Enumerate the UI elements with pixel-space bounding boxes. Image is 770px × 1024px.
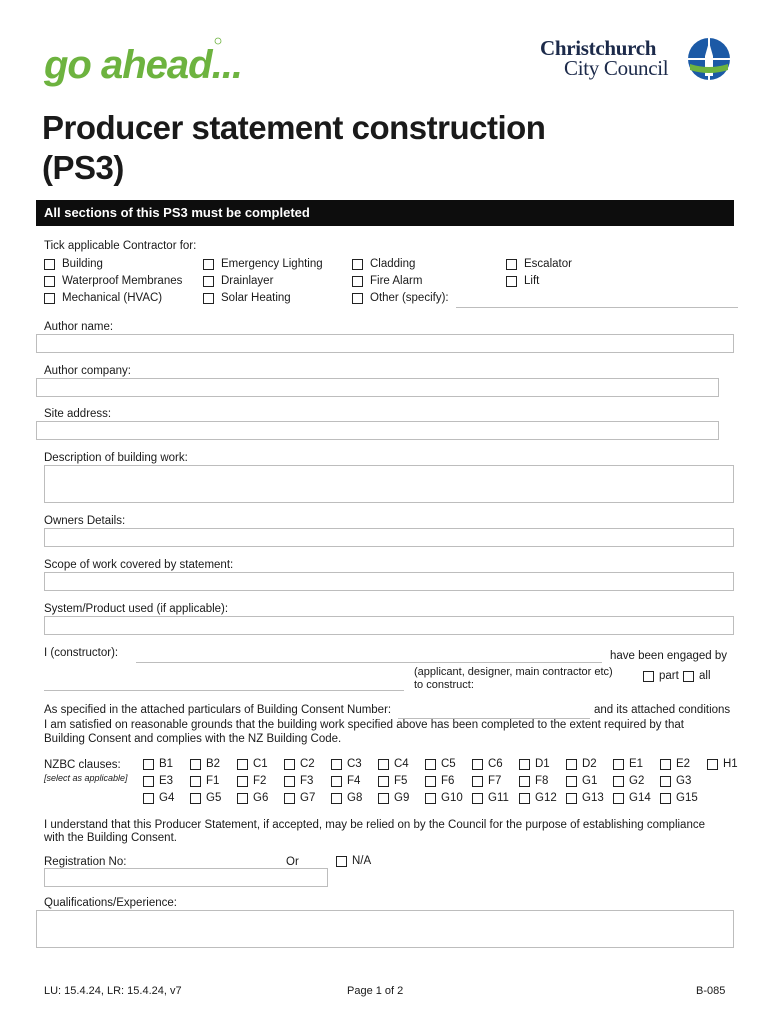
- understand-text-2: with the Building Consent.: [44, 832, 177, 844]
- author-company-label: Author company:: [44, 365, 131, 377]
- checkbox-nzbc-e1[interactable]: [613, 759, 624, 770]
- label-na: N/A: [352, 855, 372, 867]
- label-waterproof-membranes: Waterproof Membranes: [62, 275, 183, 287]
- label-nzbc-b2: B2: [206, 758, 221, 770]
- svg-text:go ahead...: go ahead...: [44, 43, 242, 87]
- label-nzbc-d2: D2: [582, 758, 597, 770]
- label-nzbc-c1: C1: [253, 758, 268, 770]
- label-nzbc-f3: F3: [300, 775, 314, 787]
- checkbox-nzbc-c2[interactable]: [284, 759, 295, 770]
- label-nzbc-g4: G4: [159, 792, 175, 804]
- checkbox-nzbc-c6[interactable]: [472, 759, 483, 770]
- engaged-by-input[interactable]: [44, 690, 404, 691]
- checkbox-nzbc-g9[interactable]: [378, 793, 389, 804]
- label-nzbc-g8: G8: [347, 792, 363, 804]
- label-nzbc-g7: G7: [300, 792, 316, 804]
- label-lift: Lift: [524, 275, 540, 287]
- checkbox-lift[interactable]: [506, 276, 517, 287]
- checkbox-nzbc-d1[interactable]: [519, 759, 530, 770]
- council-logo-line1: Christchurch: [540, 36, 657, 60]
- checkbox-nzbc-g13[interactable]: [566, 793, 577, 804]
- label-part: part: [659, 670, 679, 682]
- label-emergency-lighting: Emergency Lighting: [221, 258, 323, 270]
- qualifications-label: Qualifications/Experience:: [44, 897, 177, 909]
- checkbox-nzbc-f7[interactable]: [472, 776, 483, 787]
- checkbox-all[interactable]: [683, 671, 694, 682]
- label-nzbc-g11: G11: [488, 792, 509, 804]
- checkbox-nzbc-c5[interactable]: [425, 759, 436, 770]
- checkbox-nzbc-f2[interactable]: [237, 776, 248, 787]
- label-nzbc-g2: G2: [629, 775, 645, 787]
- label-nzbc-f2: F2: [253, 775, 267, 787]
- consent-number-label: As specified in the attached particulars of Building Consent Number:: [44, 704, 392, 716]
- checkbox-nzbc-g2[interactable]: [613, 776, 624, 787]
- checkbox-nzbc-g8[interactable]: [331, 793, 342, 804]
- satisfied-text-1: I am satisfied on reasonable grounds that the building work specified above has been completed to the extent required by that: [44, 719, 684, 731]
- label-nzbc-g3: G3: [676, 775, 692, 787]
- label-nzbc-c4: C4: [394, 758, 409, 770]
- label-nzbc-f8: F8: [535, 775, 549, 787]
- checkbox-escalator[interactable]: [506, 259, 517, 270]
- checkbox-nzbc-f5[interactable]: [378, 776, 389, 787]
- author-name-label: Author name:: [44, 321, 114, 333]
- checkbox-nzbc-g14[interactable]: [613, 793, 624, 804]
- label-nzbc-g15: G15: [676, 792, 698, 804]
- checkbox-waterproof-membranes[interactable]: [44, 276, 55, 287]
- footer-page-number: Page 1 of 2: [347, 985, 404, 997]
- registration-label: Registration No:: [44, 856, 127, 868]
- understand-text-1: I understand that this Producer Statement, if accepted, may be relied on by the Council for the purpose of establishing compliance: [44, 819, 705, 831]
- label-nzbc-c6: C6: [488, 758, 503, 770]
- label-nzbc-g10: G10: [441, 792, 463, 804]
- footer-version: LU: 15.4.24, LR: 15.4.24, v7: [44, 985, 182, 997]
- description-input[interactable]: [44, 465, 734, 503]
- label-fire-alarm: Fire Alarm: [370, 275, 423, 287]
- label-nzbc-f1: F1: [206, 775, 220, 787]
- description-label: Description of building work:: [44, 452, 188, 464]
- site-address-label: Site address:: [44, 408, 112, 420]
- checkbox-nzbc-g1[interactable]: [566, 776, 577, 787]
- checkbox-part[interactable]: [643, 671, 654, 682]
- owners-input[interactable]: [44, 528, 734, 547]
- qualifications-input[interactable]: [36, 910, 734, 948]
- label-nzbc-b1: B1: [159, 758, 174, 770]
- label-drainlayer: Drainlayer: [221, 275, 274, 287]
- label-mechanical-hvac: Mechanical (HVAC): [62, 292, 163, 304]
- applicant-label-1: (applicant, designer, main contractor etc): [414, 666, 613, 678]
- checkbox-nzbc-g12[interactable]: [519, 793, 530, 804]
- author-company-input[interactable]: [36, 378, 719, 397]
- checkbox-nzbc-f8[interactable]: [519, 776, 530, 787]
- nzbc-hint: [select as applicable]: [44, 773, 128, 783]
- go-ahead-logo: [42, 32, 247, 90]
- checkbox-cladding[interactable]: [352, 259, 363, 270]
- checkbox-nzbc-g10[interactable]: [425, 793, 436, 804]
- label-nzbc-c2: C2: [300, 758, 315, 770]
- checkbox-nzbc-g5[interactable]: [190, 793, 201, 804]
- owners-label: Owners Details:: [44, 515, 126, 527]
- checkbox-nzbc-f1[interactable]: [190, 776, 201, 787]
- label-nzbc-f7: F7: [488, 775, 502, 787]
- contractor-prompt: Tick applicable Contractor for:: [44, 240, 197, 252]
- constructor-input[interactable]: [136, 662, 602, 663]
- label-solar-heating: Solar Heating: [221, 292, 291, 304]
- scope-input[interactable]: [44, 572, 734, 591]
- label-nzbc-f4: F4: [347, 775, 361, 787]
- label-nzbc-g13: G13: [582, 792, 604, 804]
- council-logo-line2: City Council: [564, 56, 669, 80]
- registration-input[interactable]: [44, 868, 328, 887]
- author-name-input[interactable]: [36, 334, 734, 353]
- scope-label: Scope of work covered by statement:: [44, 559, 234, 571]
- system-input[interactable]: [44, 616, 734, 635]
- constructor-label: I (constructor):: [44, 647, 119, 659]
- label-nzbc-c3: C3: [347, 758, 362, 770]
- go-ahead-logo-graphic: [42, 32, 247, 90]
- checkbox-nzbc-c1[interactable]: [237, 759, 248, 770]
- label-nzbc-h1: H1: [723, 758, 738, 770]
- label-nzbc-g1: G1: [582, 775, 598, 787]
- checkbox-nzbc-g15[interactable]: [660, 793, 671, 804]
- label-escalator: Escalator: [524, 258, 572, 270]
- system-label: System/Product used (if applicable):: [44, 603, 229, 615]
- checkbox-nzbc-g6[interactable]: [237, 793, 248, 804]
- label-nzbc-d1: D1: [535, 758, 550, 770]
- checkbox-other[interactable]: [352, 293, 363, 304]
- label-nzbc-e1: E1: [629, 758, 644, 770]
- other-specify-input[interactable]: [456, 307, 738, 308]
- nzbc-label: NZBC clauses:: [44, 759, 121, 771]
- attached-conditions-label: and its attached conditions: [594, 704, 731, 716]
- checkbox-nzbc-f6[interactable]: [425, 776, 436, 787]
- checkbox-nzbc-f3[interactable]: [284, 776, 295, 787]
- label-nzbc-g9: G9: [394, 792, 410, 804]
- label-nzbc-g12: G12: [535, 792, 557, 804]
- label-nzbc-g5: G5: [206, 792, 222, 804]
- checkbox-solar-heating[interactable]: [203, 293, 214, 304]
- checkbox-nzbc-f4[interactable]: [331, 776, 342, 787]
- label-nzbc-f5: F5: [394, 775, 408, 787]
- or-label: Or: [286, 856, 299, 868]
- footer-form-code: B-085: [696, 985, 726, 997]
- label-all: all: [699, 670, 711, 682]
- checkbox-nzbc-g3[interactable]: [660, 776, 671, 787]
- checkbox-na[interactable]: [336, 856, 347, 867]
- label-nzbc-e3: E3: [159, 775, 174, 787]
- label-nzbc-e2: E2: [676, 758, 691, 770]
- checkbox-nzbc-c4[interactable]: [378, 759, 389, 770]
- satisfied-text-2: Building Consent and complies with the NZ Building Code.: [44, 733, 342, 745]
- checkbox-nzbc-e3[interactable]: [143, 776, 154, 787]
- checkbox-nzbc-c3[interactable]: [331, 759, 342, 770]
- cathedral-icon: [686, 36, 732, 82]
- page-title: [42, 108, 545, 188]
- section-banner: All sections of this PS3 must be completed: [36, 200, 734, 226]
- checkbox-fire-alarm[interactable]: [352, 276, 363, 287]
- checkbox-nzbc-g7[interactable]: [284, 793, 295, 804]
- christchurch-city-council-logo: [540, 36, 735, 82]
- label-cladding: Cladding: [370, 258, 416, 270]
- checkbox-nzbc-g4[interactable]: [143, 793, 154, 804]
- checkbox-building[interactable]: [44, 259, 55, 270]
- engaged-by-label: have been engaged by: [610, 650, 728, 662]
- title-line-2: (PS3): [42, 149, 124, 186]
- site-address-input[interactable]: [36, 421, 719, 440]
- label-other: Other (specify):: [370, 292, 449, 304]
- checkbox-nzbc-d2[interactable]: [566, 759, 577, 770]
- checkbox-nzbc-h1[interactable]: [707, 759, 718, 770]
- checkbox-nzbc-b2[interactable]: [190, 759, 201, 770]
- applicant-label-2: to construct:: [414, 679, 474, 691]
- checkbox-drainlayer[interactable]: [203, 276, 214, 287]
- checkbox-nzbc-b1[interactable]: [143, 759, 154, 770]
- label-nzbc-c5: C5: [441, 758, 456, 770]
- label-nzbc-g6: G6: [253, 792, 269, 804]
- title-line-1: Producer statement construction: [42, 109, 546, 146]
- label-nzbc-f6: F6: [441, 775, 455, 787]
- label-building: Building: [62, 258, 103, 270]
- label-nzbc-g14: G14: [629, 792, 651, 804]
- checkbox-nzbc-e2[interactable]: [660, 759, 671, 770]
- checkbox-nzbc-g11[interactable]: [472, 793, 483, 804]
- checkbox-emergency-lighting[interactable]: [203, 259, 214, 270]
- checkbox-mechanical-hvac[interactable]: [44, 293, 55, 304]
